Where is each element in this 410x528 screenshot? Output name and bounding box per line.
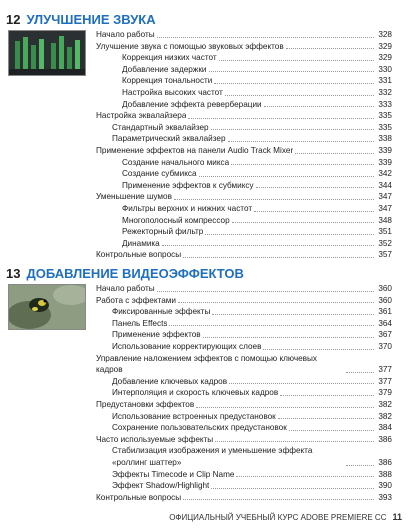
toc-entry[interactable]: Использование корректирующих слоев 370 [112, 341, 392, 351]
frog-photo-image [8, 284, 86, 330]
chapter-title: ДОБАВЛЕНИЕ ВИДЕОЭФФЕКТОВ [26, 266, 244, 281]
toc-list [96, 283, 392, 503]
toc-entry[interactable]: Добавление эффекта реверберации 333 [122, 99, 392, 109]
frog-photo-icon [9, 285, 85, 329]
toc-entry[interactable]: Часто используемые эффекты 386 [96, 434, 392, 444]
toc-entry[interactable]: Интерполяция и скорость ключевых кадров 379 [112, 388, 392, 398]
toc-entry[interactable]: Предустановки эффектов 382 [96, 399, 392, 409]
toc-entry[interactable]: Фиксированные эффекты 361 [112, 307, 392, 317]
toc-entry[interactable]: Управление наложением эффектов с помощью ключевых кадров 377 [96, 353, 392, 375]
toc-entry[interactable]: Сохранение пользовательских предустановок 384 [112, 423, 392, 433]
toc-list [96, 29, 392, 261]
chapter-number: 12 [6, 12, 21, 27]
chapter-heading [6, 12, 156, 28]
footer-book-title: ОФИЦИАЛЬНЫЙ УЧЕБНЫЙ КУРС ADOBE PREMIERE CC [169, 513, 387, 522]
toc-entry[interactable]: Стабилизация изображения и уменьшение эффекта «роллинг шаттер» 386 [112, 446, 392, 467]
toc-entry[interactable]: Добавление ключевых кадров 377 [112, 376, 392, 386]
chapter-title: УЛУЧШЕНИЕ ЗВУКА [26, 12, 156, 27]
toc-entry[interactable]: Эффекты Timecode и Clip Name 388 [112, 469, 392, 479]
toc-entry[interactable]: Коррекция тональности 331 [122, 76, 392, 86]
toc-entry[interactable]: Уменьшение шумов 347 [96, 192, 392, 202]
toc-entry[interactable]: Настройка высоких частот 332 [122, 87, 392, 97]
toc-entry[interactable]: Создание субмикса 342 [122, 169, 392, 179]
toc-entry[interactable]: Контрольные вопросы 357 [96, 250, 392, 260]
toc-entry[interactable]: Улучшение звука с помощью звуковых эффектов 329 [96, 41, 392, 51]
toc-entry[interactable]: Стандартный эквалайзер 335 [112, 122, 392, 132]
toc-entry[interactable]: Эффект Shadow/Highlight 390 [112, 481, 392, 491]
toc-entry[interactable]: Параметрический эквалайзер 338 [112, 134, 392, 144]
audio-meter-icon [9, 31, 85, 75]
toc-entry[interactable]: Панель Effects 364 [112, 318, 392, 328]
toc-entry[interactable]: Работа с эффектами 360 [96, 295, 392, 305]
toc-entry[interactable]: Применение эффектов к субмиксу 344 [122, 180, 392, 190]
chapter-number: 13 [6, 266, 21, 281]
page-footer [169, 512, 402, 522]
toc-entry[interactable]: Создание начального микса 339 [122, 157, 392, 167]
toc-entry[interactable]: Применение эффектов 367 [112, 330, 392, 340]
toc-entry[interactable]: Коррекция низких частот 329 [122, 53, 392, 63]
toc-entry[interactable]: Режекторный фильтр 351 [122, 227, 392, 237]
toc-entry[interactable]: Фильтры верхних и нижних частот 347 [122, 203, 392, 213]
toc-entry[interactable]: Применение эффектов на панели Audio Track Mixer 339 [96, 145, 392, 155]
toc-entry[interactable]: Использование встроенных предустановок 382 [112, 411, 392, 421]
audio-meter-image [8, 30, 86, 76]
chapter-heading [6, 266, 244, 282]
toc-entry[interactable]: Настройка эквалайзера 335 [96, 111, 392, 121]
toc-entry[interactable]: Многополосный компрессор 348 [122, 215, 392, 225]
page-number: 11 [392, 512, 402, 522]
toc-entry[interactable]: Контрольные вопросы 393 [96, 492, 392, 502]
toc-entry[interactable]: Начало работы 328 [96, 30, 392, 39]
toc-entry[interactable]: Добавление задержки 330 [122, 64, 392, 74]
toc-entry[interactable]: Начало работы 360 [96, 284, 392, 293]
toc-entry[interactable]: Динамика 352 [122, 238, 392, 248]
